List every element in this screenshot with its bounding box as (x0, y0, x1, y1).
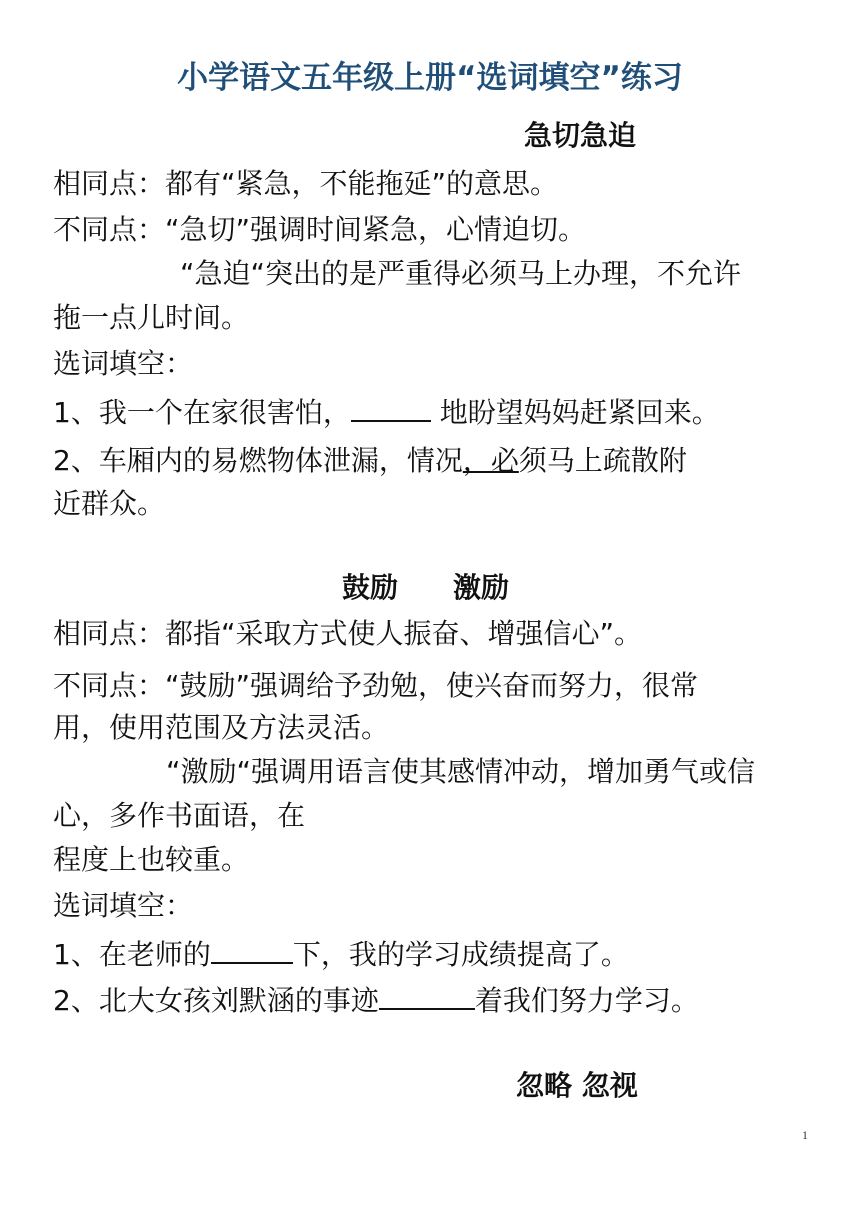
question-text: 1、我一个在家很害怕， (53, 396, 351, 429)
similarity-text: 相同点：都有“紧急，不能拖延”的意思。 (53, 167, 559, 200)
question-text: 1、在老师的 (53, 938, 211, 971)
question-text: 2、北大女孩刘默涵的事迹 (53, 984, 379, 1017)
difference-text: “激励“强调用语言使其感情冲动，增加勇气或信 (166, 755, 756, 788)
page-number: 1 (802, 1128, 808, 1142)
question-text: 2、车厢内的易燃物体泄漏，情况 (53, 444, 463, 477)
difference-text: 不同点：“鼓励”强调给予劲勉，使兴奋而努力，很常 (53, 669, 699, 702)
answer-blank[interactable] (211, 932, 293, 964)
question-text: 近群众。 (53, 487, 166, 520)
section-heading-jili: 激励 (453, 571, 510, 604)
exercise-label: 选词填空： (53, 347, 194, 380)
answer-blank[interactable] (351, 390, 431, 422)
difference-text: 心，多作书面语，在 (53, 799, 306, 832)
section-heading-jiqie-jipo: 急切急迫 (524, 119, 637, 152)
exercise-question-1 (53, 390, 720, 433)
question-text: 地盼望妈妈赶紧回来。 (430, 396, 720, 429)
exercise-question-2 (53, 978, 699, 1021)
question-text: 着我们努力学习。 (474, 984, 699, 1017)
question-text: 须马上疏散附 (518, 444, 687, 477)
section-heading-guli: 鼓励 (342, 571, 399, 604)
answer-blank[interactable] (379, 978, 475, 1010)
exercise-question-2 (53, 441, 687, 481)
section-heading-hulue-hushi: 忽略 忽视 (516, 1069, 638, 1102)
similarity-text: 相同点：都指“采取方式使人振奋、增强信心”。 (53, 617, 643, 650)
difference-text: 程度上也较重。 (53, 843, 250, 876)
exercise-label: 选词填空： (53, 889, 194, 922)
difference-text: 用，使用范围及方法灵活。 (53, 711, 390, 744)
question-text: 下，我的学习成绩提高了。 (292, 938, 629, 971)
difference-text: 不同点：“急切”强调时间紧急，心情迫切。 (53, 213, 587, 246)
exercise-question-1 (53, 932, 629, 975)
answer-blank[interactable]: ，必 (462, 444, 519, 477)
document-title: 小学语文五年级上册“选词填空”练习 (177, 60, 683, 96)
difference-text: 拖一点儿时间。 (53, 301, 250, 334)
difference-text: “急迫“突出的是严重得必须马上办理，不允许 (180, 257, 742, 290)
